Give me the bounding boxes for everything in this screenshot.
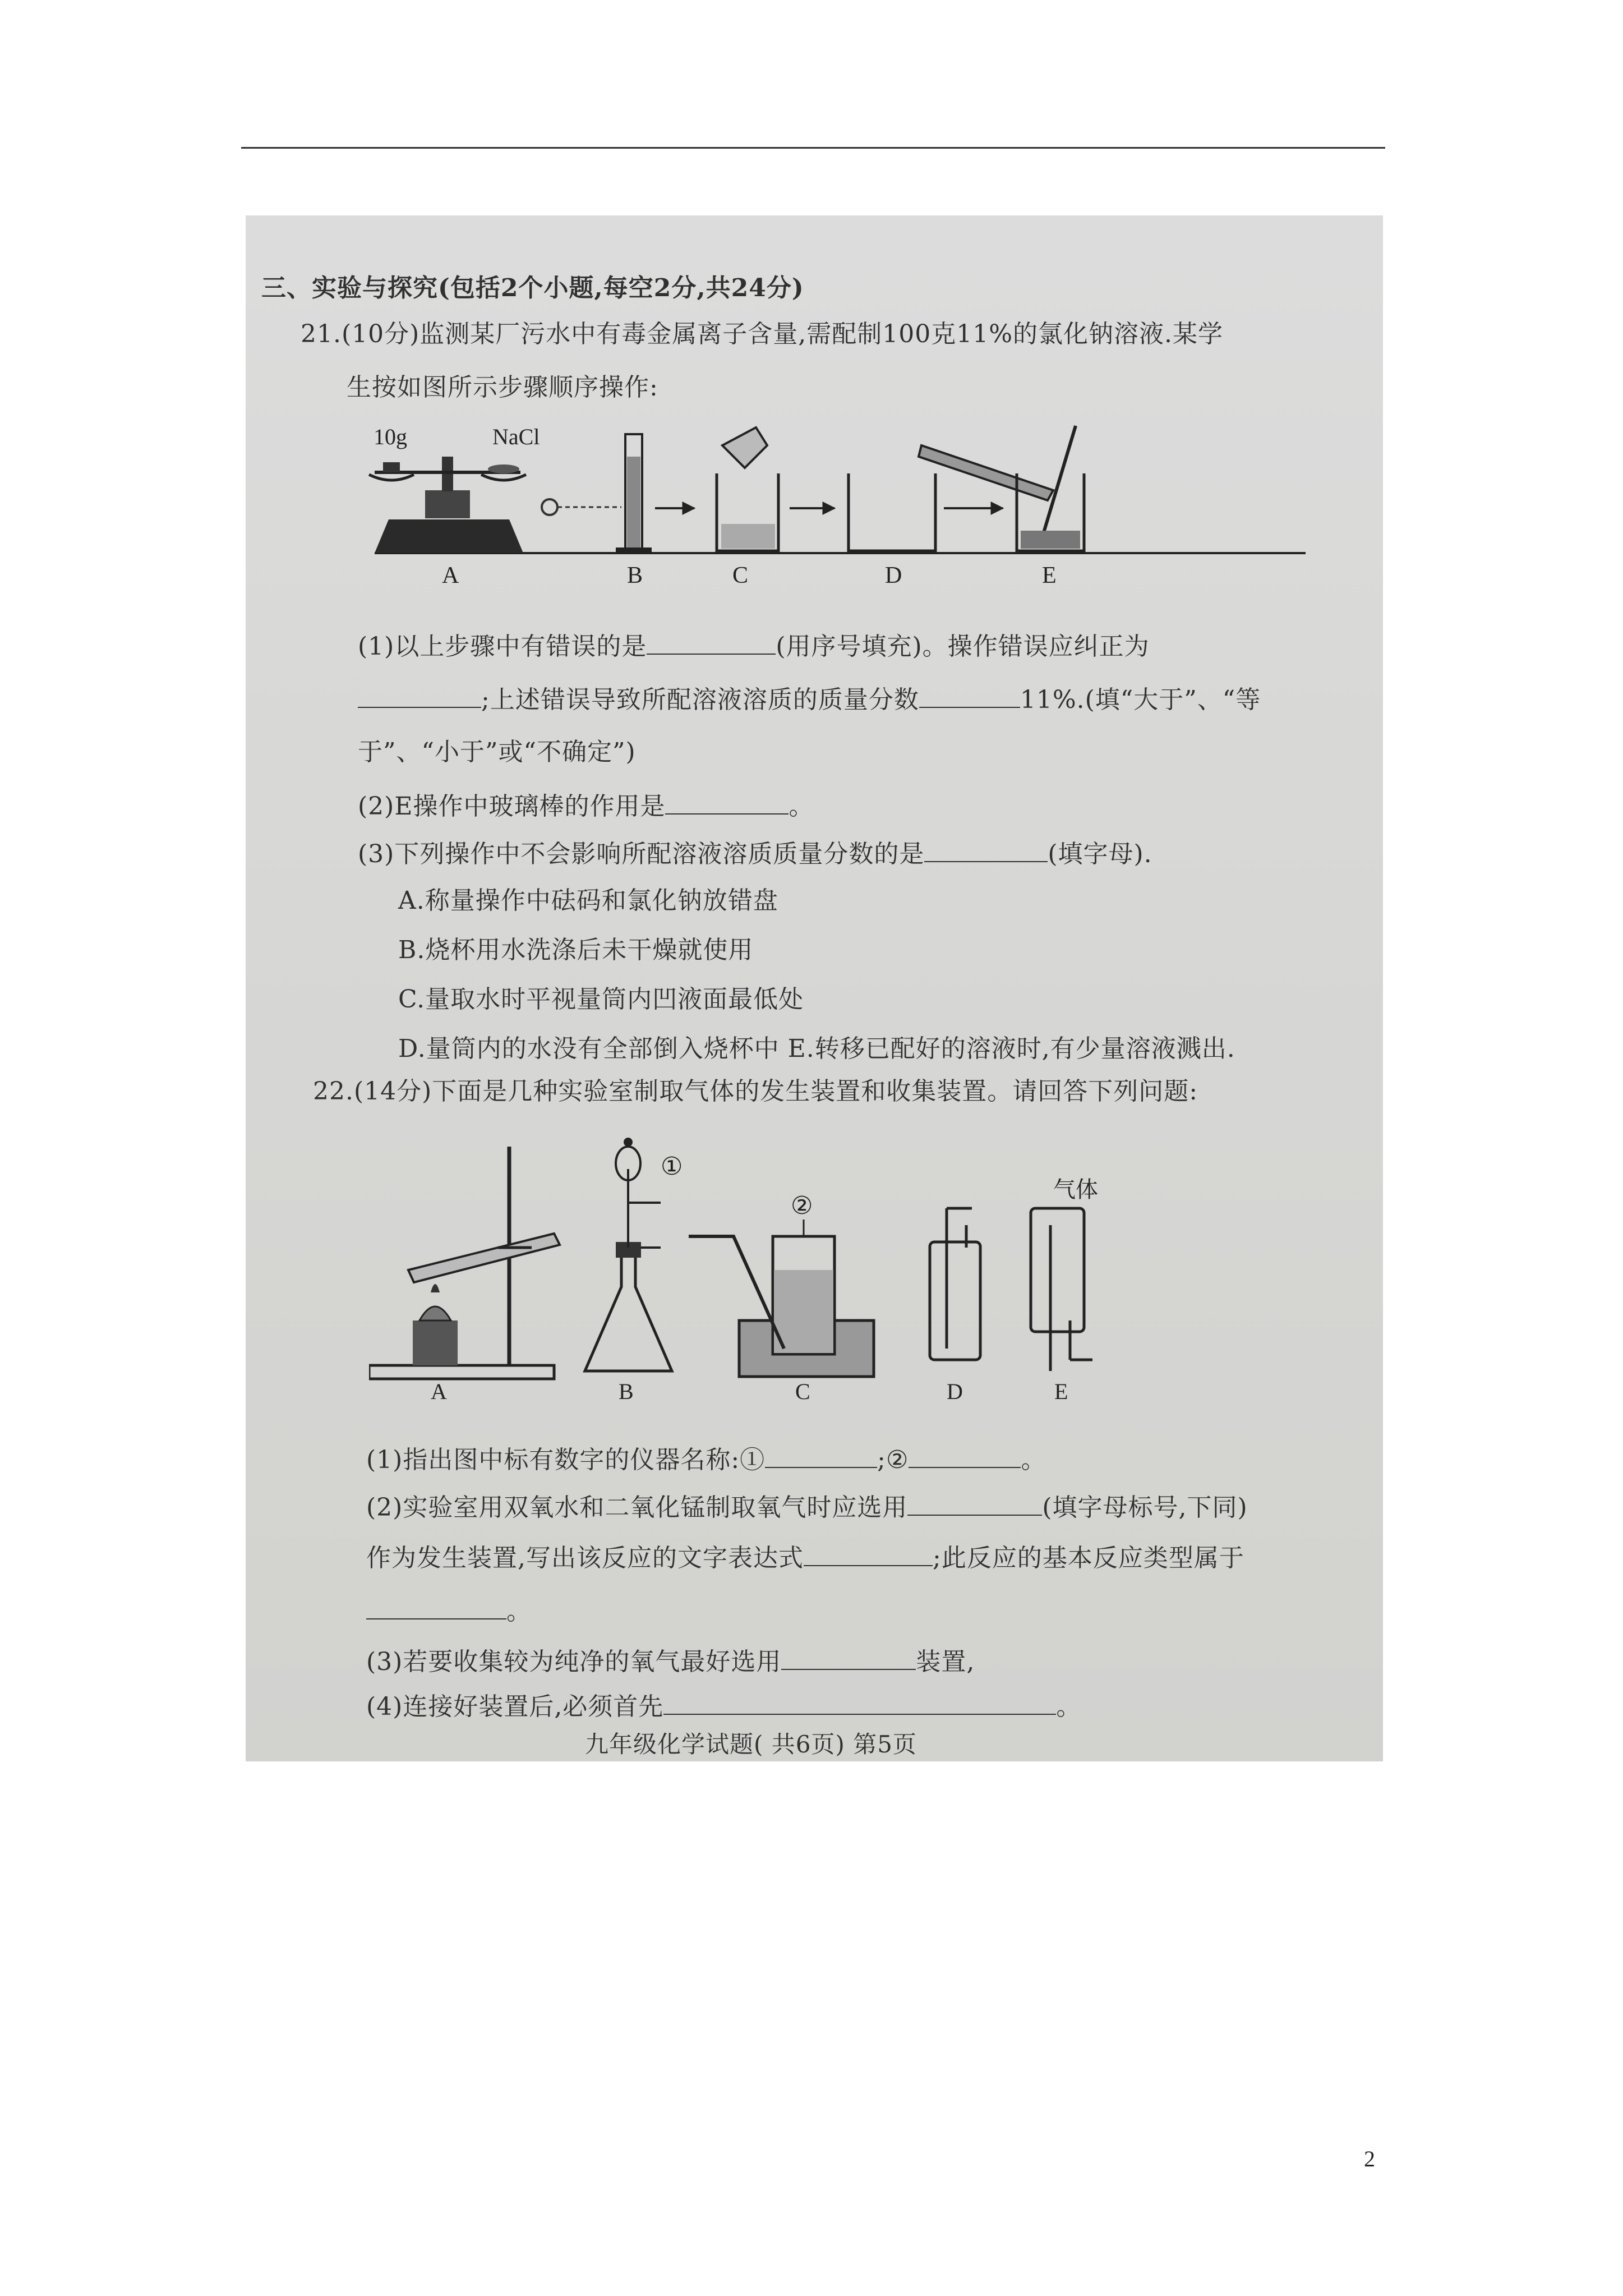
- q22-part2-text-e: 。: [506, 1597, 532, 1626]
- apparatus-label-b: B: [619, 1379, 634, 1404]
- q22-part2-line2: [366, 1545, 1244, 1571]
- answer-blank[interactable]: [366, 1598, 506, 1619]
- answer-blank[interactable]: [663, 1694, 1056, 1715]
- figure-label-10g: 10g: [374, 424, 407, 449]
- scanned-exam-photo: [246, 215, 1383, 1761]
- answer-blank[interactable]: [765, 1447, 877, 1468]
- q22-part4-text-b: 。: [1056, 1692, 1082, 1721]
- answer-blank[interactable]: [647, 633, 776, 655]
- q21-part3-text-a: (3)下列操作中不会影响所配溶液溶质质量分数的是: [358, 840, 925, 868]
- apparatus-label-a: A: [431, 1379, 447, 1404]
- q21-part1-text-a: (1)以上步骤中有错误的是: [358, 632, 647, 661]
- beaker-c-icon: [717, 427, 778, 551]
- q21-option-d: D.量筒内的水没有全部倒入烧杯中 E.转移已配好的溶液时,有少量溶液溅出.: [398, 1034, 1235, 1063]
- water-trough-icon: [689, 1220, 874, 1377]
- q21-part3-text-b: (填字母).: [1048, 840, 1152, 868]
- q21-part1-text-c: ;上述错误导致所配溶液溶质的质量分数: [481, 685, 919, 714]
- page-number: 2: [1364, 2146, 1375, 2171]
- graduated-cylinder-icon: [616, 434, 652, 553]
- q22-part3-text-b: 装置,: [916, 1648, 975, 1676]
- answer-blank[interactable]: [909, 1447, 1021, 1468]
- q22-part1: [366, 1447, 1046, 1473]
- apparatus-label-d: D: [947, 1379, 963, 1404]
- q22-part2-text-a: (2)实验室用双氧水和二氧化锰制取氧气时应选用: [366, 1493, 908, 1522]
- q21-option-c: C.量取水时平视量筒内凹液面最低处: [398, 985, 804, 1014]
- top-rule: [241, 147, 1385, 149]
- gas-label: 气体: [1053, 1177, 1098, 1202]
- q21-option-b: B.烧杯用水洗涤后未干燥就使用: [398, 936, 754, 964]
- answer-blank[interactable]: [924, 841, 1048, 862]
- answer-blank[interactable]: [665, 793, 789, 815]
- q22-part1-text-c: 。: [1021, 1446, 1046, 1474]
- q21-part1-line3: 于”、“小于”或“不确定”): [358, 738, 636, 766]
- gas-bottle-d-icon: [930, 1208, 980, 1360]
- answer-blank[interactable]: [804, 1545, 933, 1566]
- q21-part2: [358, 793, 814, 819]
- q22-part4: [366, 1694, 1081, 1719]
- q22-part2-line3: [366, 1598, 532, 1624]
- step-label-c: C: [732, 563, 749, 588]
- circle-label-2: ②: [791, 1192, 813, 1220]
- circle-label-1: ①: [661, 1153, 683, 1180]
- step-label-a: A: [442, 563, 459, 588]
- q22-part2-text-c: 作为发生装置,写出该反应的文字表达式: [366, 1544, 804, 1572]
- balance-scale-icon: [369, 457, 621, 553]
- apparatus-label-e: E: [1054, 1379, 1068, 1404]
- q21-part1-text-b: (用序号填充)。操作错误应纠正为: [776, 632, 1150, 661]
- q21-part1-line1: [358, 633, 1150, 659]
- q22-figure: [369, 1135, 1289, 1405]
- q22-part1-text-b: ;②: [877, 1446, 909, 1474]
- q22-part3: [366, 1649, 975, 1674]
- q21-option-a: A.称量操作中砝码和氯化钠放错盘: [398, 886, 778, 915]
- q22-part2-text-d: ;此反应的基本反应类型属于: [933, 1544, 1244, 1572]
- figure-label-nacl: NaCl: [492, 424, 540, 449]
- section-heading: 三、实验与探究(包括2个小题,每空2分,共24分): [261, 274, 804, 302]
- q21-part2-end: 。: [789, 792, 814, 821]
- q21-intro-line1: 21.(10分)监测某厂污水中有毒金属离子含量,需配制100克11%的氯化钠溶液.某学: [301, 320, 1224, 348]
- step-label-b: B: [627, 563, 643, 588]
- q21-figure: [330, 423, 1317, 591]
- q22-part1-text-a: (1)指出图中标有数字的仪器名称:①: [366, 1446, 766, 1474]
- q21-part2-text: (2)E操作中玻璃棒的作用是: [358, 792, 666, 821]
- answer-blank[interactable]: [358, 687, 481, 708]
- q22-part3-text-a: (3)若要收集较为纯净的氧气最好选用: [366, 1648, 782, 1676]
- answer-blank[interactable]: [781, 1649, 916, 1670]
- apparatus-label-c: C: [795, 1379, 810, 1404]
- exam-footer: 九年级化学试题( 共6页) 第5页: [585, 1731, 917, 1758]
- gas-bottle-e-icon: [1031, 1208, 1092, 1371]
- q21-part3: [358, 841, 1152, 867]
- heating-apparatus-icon: [369, 1147, 560, 1379]
- step-label-e: E: [1042, 563, 1057, 588]
- answer-blank[interactable]: [907, 1494, 1042, 1516]
- q21-intro-line2: 生按如图所示步骤顺序操作:: [347, 373, 658, 402]
- q22-part2-text-b: (填字母标号,下同): [1042, 1493, 1248, 1522]
- conical-flask-icon: [585, 1138, 672, 1371]
- q22-intro: 22.(14分)下面是几种实验室制取气体的发生装置和收集装置。请回答下列问题:: [313, 1077, 1198, 1106]
- q22-part4-text-a: (4)连接好装置后,必须首先: [366, 1692, 664, 1721]
- q22-part2-line1: [366, 1494, 1248, 1520]
- step-label-d: D: [885, 563, 902, 588]
- q21-part1-text-d: 11%.(填“大于”、“等: [1020, 685, 1261, 714]
- q21-part1-line2: [358, 687, 1261, 712]
- answer-blank[interactable]: [919, 687, 1020, 708]
